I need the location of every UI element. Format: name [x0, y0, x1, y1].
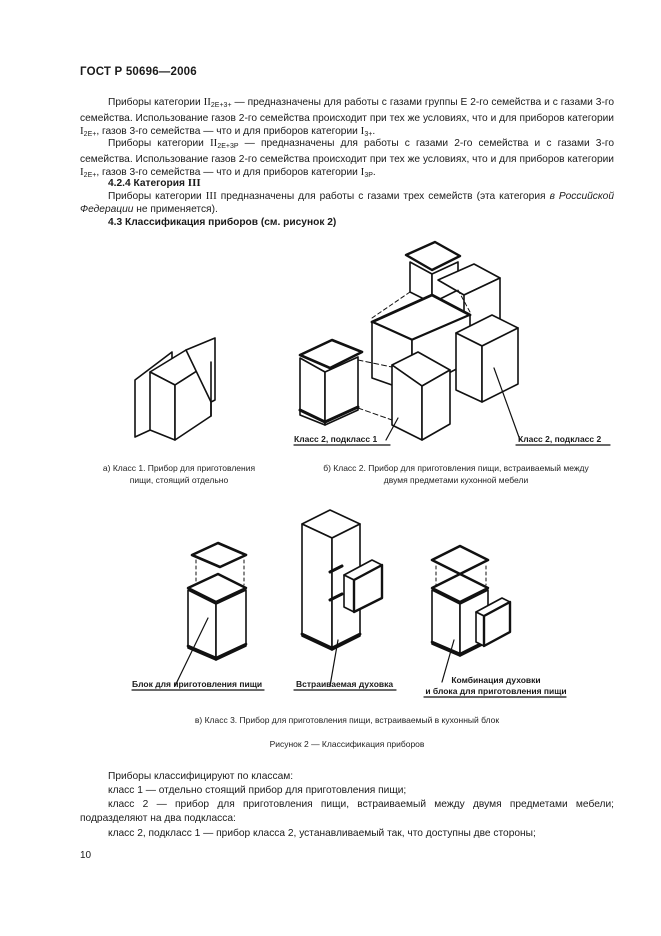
category-subscript: 3+: [364, 131, 373, 139]
category-symbol: III: [205, 190, 217, 202]
paragraph-category-3: [80, 190, 614, 216]
caption-v: в) Класс 3. Прибор для приготовления пищи, встраиваемый в кухонный блок: [194, 715, 500, 725]
figure-title: Рисунок 2 — Классификация приборов: [269, 739, 425, 749]
category-symbol: III: [187, 177, 201, 189]
label-combination-line1: Комбинация духовки: [451, 675, 541, 685]
category-subscript: 2E+: [83, 172, 97, 180]
label-built-in-oven: Встраиваемая духовка: [296, 679, 394, 689]
label-cooking-block: Блок для приготовления пищи: [132, 679, 263, 689]
category-symbol: I: [360, 125, 365, 138]
paragraph-category-2e3plus: [80, 96, 614, 142]
category-symbol: I: [80, 166, 84, 179]
text-run: Приборы категории: [108, 191, 206, 202]
caption-a: [84, 462, 274, 486]
drawing-combination: [432, 546, 510, 682]
text-run: — предназначены для работы с газами группы Е 2-го семейства и с газами 3-го семейства. Использование газов 2-го семейства происходит при тех же условиях, что и для приборов категории: [80, 97, 614, 125]
category-subscript: 3P: [364, 172, 373, 180]
drawing-built-in-oven: [302, 510, 382, 686]
drawing-cooking-block: [175, 543, 246, 686]
section-heading-4-3: 4.3 Классификация приборов (см. рисунок 2): [108, 217, 337, 228]
caption-b: [292, 462, 620, 486]
text-run: , газов 3-го семейства — что и для приборов категории: [96, 167, 361, 179]
category-subscript: 2E+3+: [210, 102, 232, 109]
section-label: Категория: [133, 178, 185, 189]
label-class2-subclass2: Класс 2, подкласс 2: [518, 434, 602, 444]
caption-b-line1: б) Класс 2. Прибор для приготовления пищи, встраиваемый между: [323, 463, 589, 473]
text-run: .: [372, 167, 376, 179]
caption-b-line2: двумя предметами кухонной мебели: [383, 475, 529, 485]
text-run: , газов 3-го семейства — что и для приборов категории: [96, 126, 361, 138]
body-line-2: класс 1 — отдельно стоящий прибор для приготовления пищи;: [108, 785, 407, 796]
page-number: 10: [80, 850, 92, 861]
section-heading-4-2-4: [80, 177, 614, 190]
category-symbol: I: [360, 166, 365, 179]
text-run: не применяется).: [133, 204, 218, 216]
section-number: 4.2.4: [108, 178, 131, 189]
text-run: Приборы категории: [108, 97, 204, 108]
drawing-class-1: [135, 338, 215, 440]
text-run: — предназначены для работы с газами 2-го семейства и с газами 3-го семейства. Использование газов 2-го семейства происходит при тех же условиях, что и для приборов категории: [80, 138, 614, 166]
page-header: ГОСТ Р 50696—2006: [80, 66, 197, 78]
label-combination: [424, 675, 568, 697]
body-line-3: класс 2 — прибор для приготовления пищи, встраиваемый между двумя предметами мебели; подразделяют на два подкласса:: [80, 799, 614, 824]
text-run: предназначены для работы с газами трех семейств (эта категория: [216, 191, 550, 202]
category-symbol: II: [203, 96, 211, 108]
label-combination-line2: и блока для приготовления пищи: [425, 686, 567, 696]
body-line-4: класс 2, подкласс 1 — прибор класса 2, устанавливаемый так, что доступны две стороны;: [108, 828, 536, 839]
category-symbol: II: [209, 137, 218, 149]
category-subscript: 2E+3P: [217, 143, 239, 150]
italic-text: в Российской Федерации: [80, 191, 615, 216]
drawing-class-2: [300, 242, 520, 440]
body-line-1: Приборы классифицируют по классам:: [108, 771, 294, 782]
paragraph-category-2e3p: [80, 137, 614, 183]
caption-a-line1: а) Класс 1. Прибор для приготовления: [102, 463, 256, 473]
category-subscript: 2E+: [83, 131, 97, 139]
category-symbol: I: [80, 125, 84, 138]
caption-a-line2: пищи, стоящий отдельно: [129, 475, 229, 485]
label-class2-subclass1: Класс 2, подкласс 1: [294, 434, 378, 444]
text-run: .: [372, 126, 376, 138]
text-run: Приборы категории: [108, 138, 210, 149]
